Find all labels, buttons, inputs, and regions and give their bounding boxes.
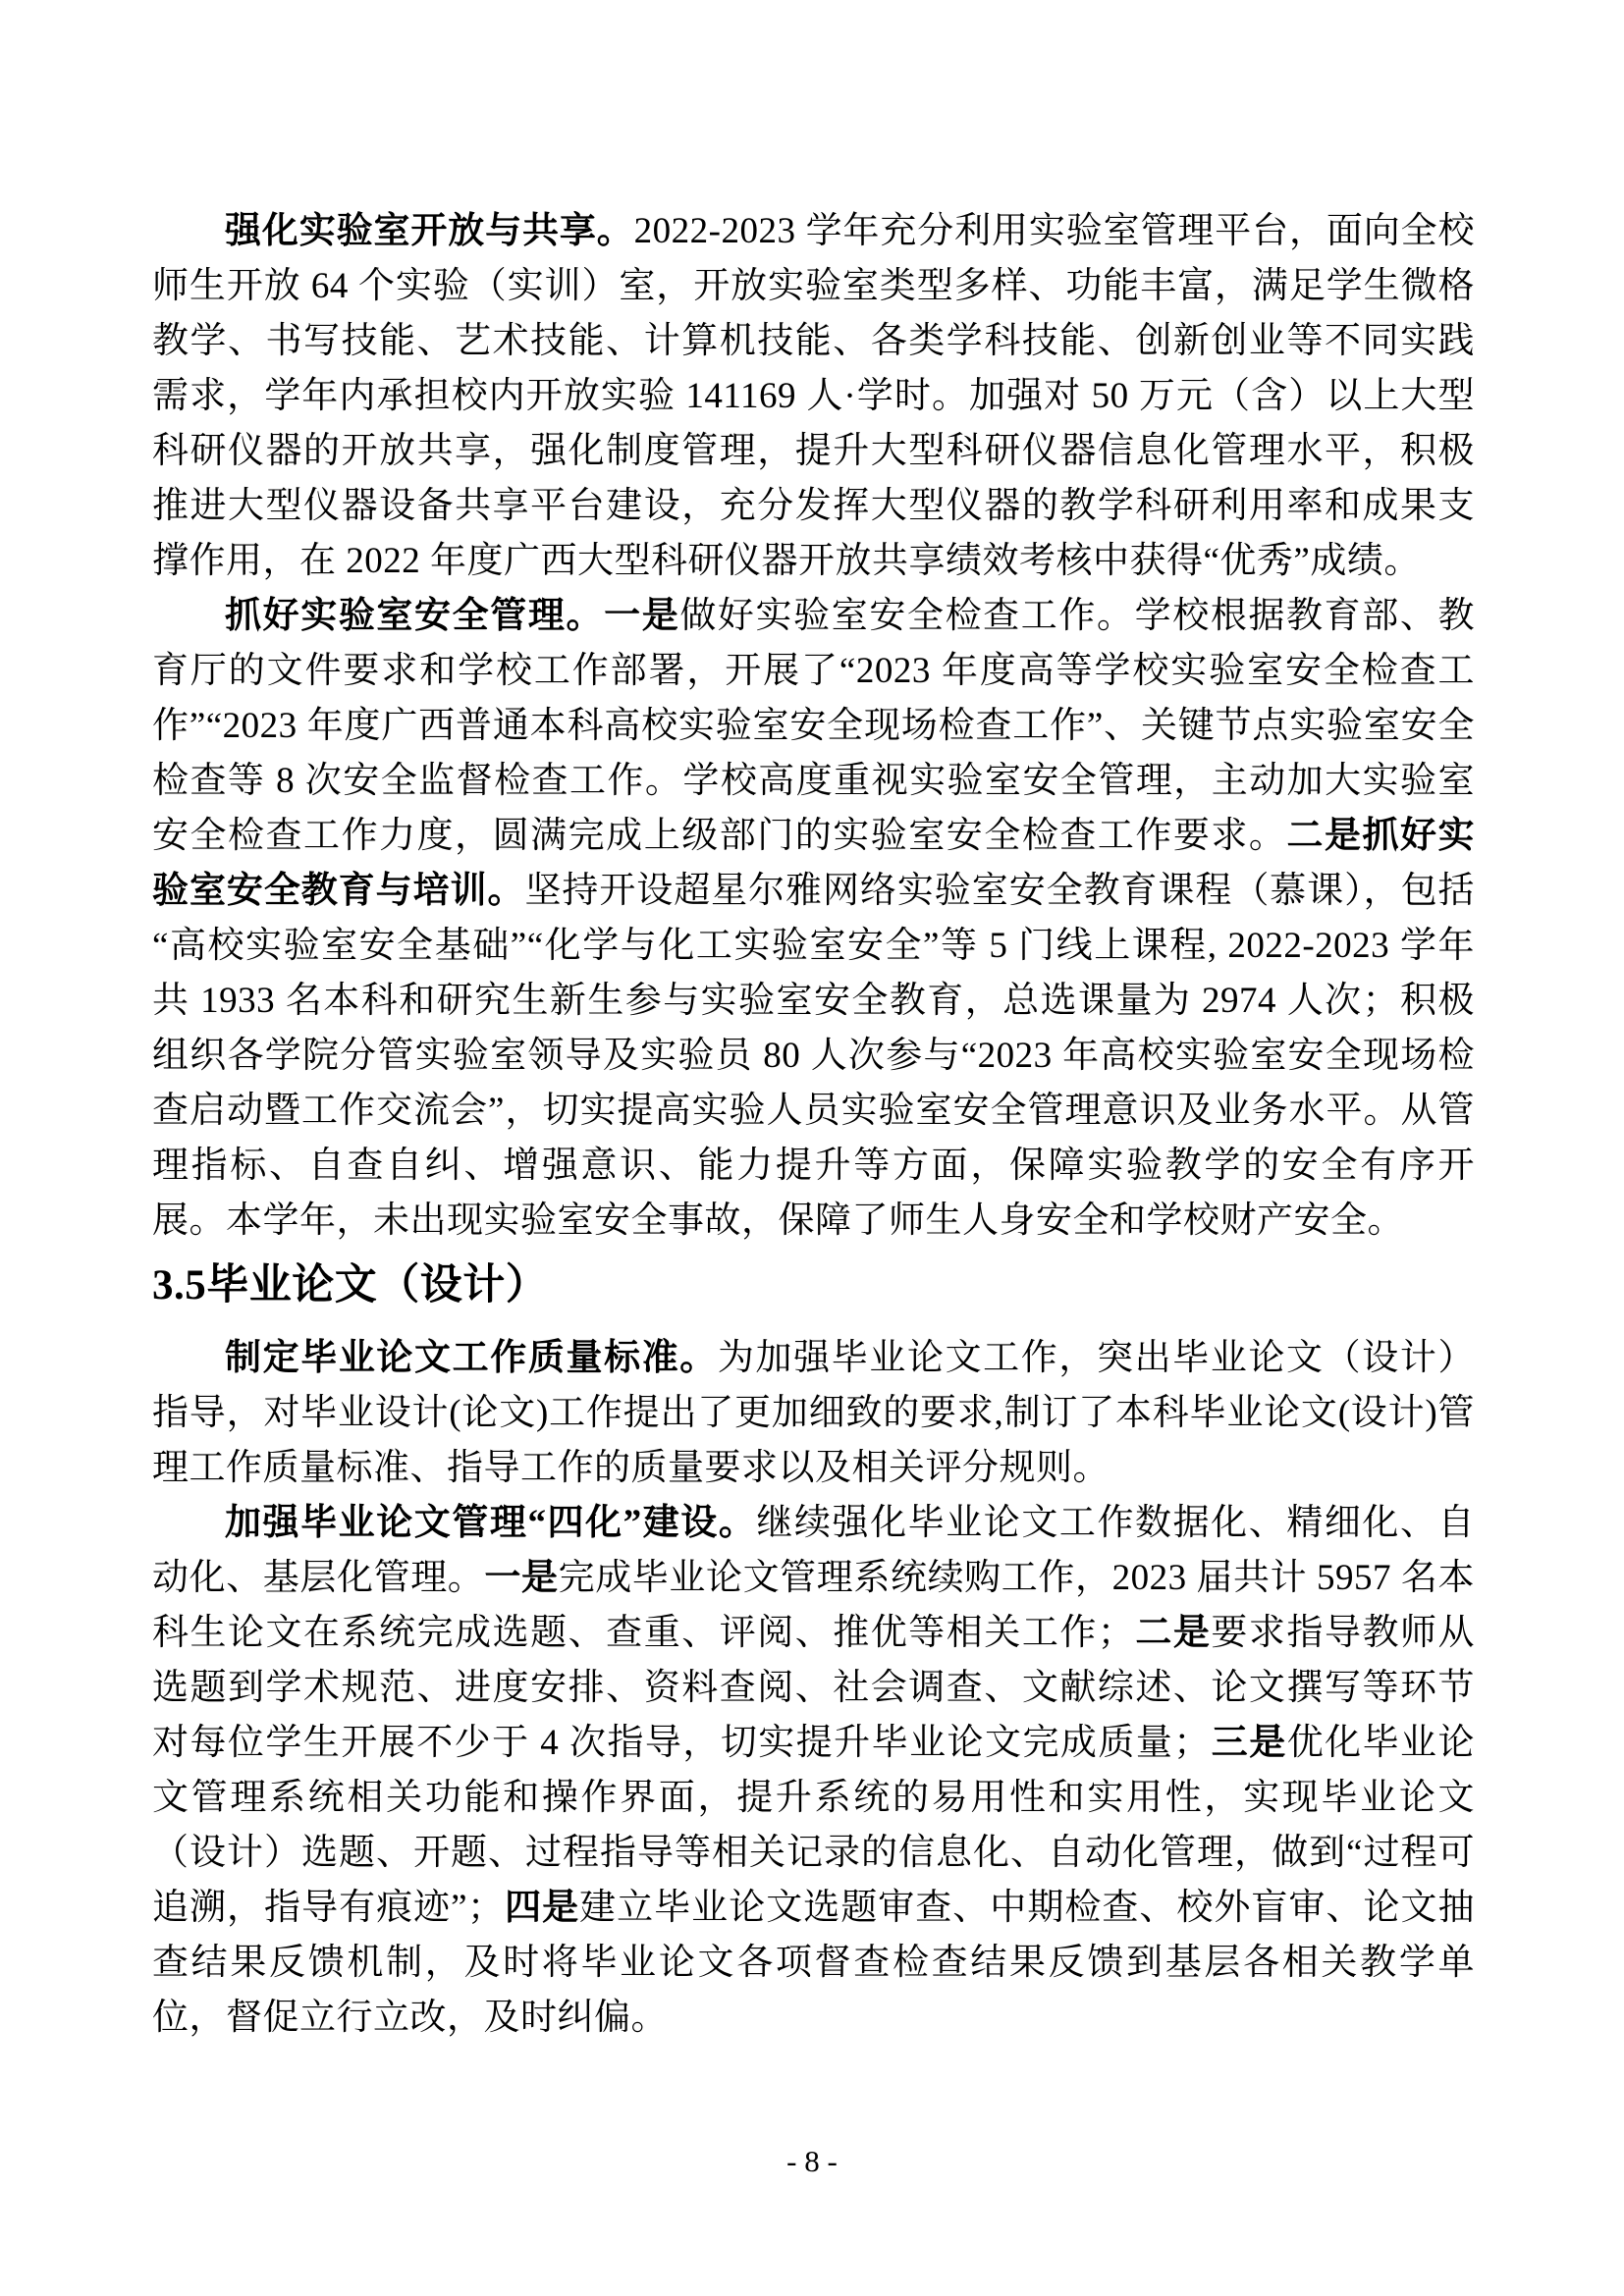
text-run: 三是	[1210, 1723, 1287, 1763]
text-run: 二是抓好实验室安全教育与培训。	[152, 816, 1476, 911]
paragraph-lab-open-sharing	[152, 204, 1475, 589]
text-run: 加强毕业论文管理“四化”建设。	[225, 1503, 757, 1543]
text-run: 强化实验室开放与共享。	[225, 211, 634, 251]
text-run: 二是	[1134, 1613, 1212, 1653]
section-heading-3-5: 3.5毕业论文（设计）	[152, 1262, 549, 1308]
page-number: - 8 -	[786, 2144, 838, 2178]
text-run: 抓好实验室安全管理。一是	[225, 596, 680, 636]
paragraph-thesis-sihua	[152, 1496, 1475, 2046]
text-run: 四是	[504, 1888, 580, 1928]
text-run: 继续强化毕业论文工作数据化、精细化、自动化、基层化管理。	[152, 1503, 1476, 1598]
paragraph-thesis-quality-standard	[152, 1331, 1475, 1496]
document-content	[152, 204, 1475, 2046]
text-run: 制定毕业论文工作质量标准。	[225, 1338, 718, 1378]
text-run: 建立毕业论文选题审查、中期检查、校外盲审、论文抽查结果反馈机制，及时将毕业论文各项督查检查结果反馈到基层各相关教学单位，督促立行立改，及时纠偏。	[152, 1888, 1476, 2038]
text-run: 要求指导教师从选题到学术规范、进度安排、资料查阅、社会调查、文献综述、论文撰写等环节对每位学生开展不少于 4 次指导，切实提升毕业论文完成质量；	[152, 1613, 1476, 1763]
paragraph-lab-safety	[152, 589, 1475, 1249]
text-run: 2022-2023 学年充分利用实验室管理平台，面向全校师生开放 64 个实验（实训）室，开放实验室类型多样、功能丰富，满足学生微格教学、书写技能、艺术技能、计算机技能、各类学科技能、创新创业等不同实践需求，学年内承担校内开放实验 141169 人·学时。加强对 50 万元（含）以上大型科研仪器的开放共享，强化制度管理，提升大型科研仪器信息化管理水平，积极推进大型仪器设备共享平台建设，充分发挥大型仪器的教学科研利用率和成果支撑作用，在 2022 年度广西大型科研仪器开放共享绩效考核中获得“优秀”成绩。	[152, 211, 1476, 581]
text-run: 为加强毕业论文工作，突出毕业论文（设计）指导，对毕业设计(论文)工作提出了更加细致的要求,制订了本科毕业论文(设计)管理工作质量标准、指导工作的质量要求以及相关评分规则。	[152, 1338, 1475, 1488]
text-run: 做好实验室安全检查工作。学校根据教育部、教育厅的文件要求和学校工作部署，开展了“2023 年度高等学校实验室安全检查工作”“2023 年度广西普通本科高校实验室安全现场检查工作”、关键节点实验室安全检查等 8 次安全监督检查工作。学校高度重视实验室安全管理，主动加大实验室安全检查工作力度，圆满完成上级部门的实验室安全检查工作要求。	[152, 596, 1475, 856]
text-run: 坚持开设超星尔雅网络实验室安全教育课程（慕课），包括“高校实验室安全基础”“化学与化工实验室安全”等 5 门线上课程, 2022-2023 学年共 1933 名本科和研究生新生参与实验室安全教育，总选课量为 2974 人次；积极组织各学院分管实验室领导及实验员 80 人次参与“2023 年高校实验室安全现场检查启动暨工作交流会”，切实提高实验人员实验室安全管理意识及业务水平。从管理指标、自查自纠、增强意识、能力提升等方面，保障实验教学的安全有序开展。本学年，未出现实验室安全事故，保障了师生人身安全和学校财产安全。	[152, 871, 1476, 1241]
text-run: 完成毕业论文管理系统续购工作，2023 届共计 5957 名本科生论文在系统完成选题、查重、评阅、推优等相关工作；	[152, 1558, 1476, 1653]
text-run: 一是	[484, 1558, 559, 1598]
text-run: 优化毕业论文管理系统相关功能和操作界面，提升系统的易用性和实用性，实现毕业论文（设计）选题、开题、过程指导等相关记录的信息化、自动化管理，做到“过程可追溯，指导有痕迹”；	[152, 1723, 1476, 1928]
